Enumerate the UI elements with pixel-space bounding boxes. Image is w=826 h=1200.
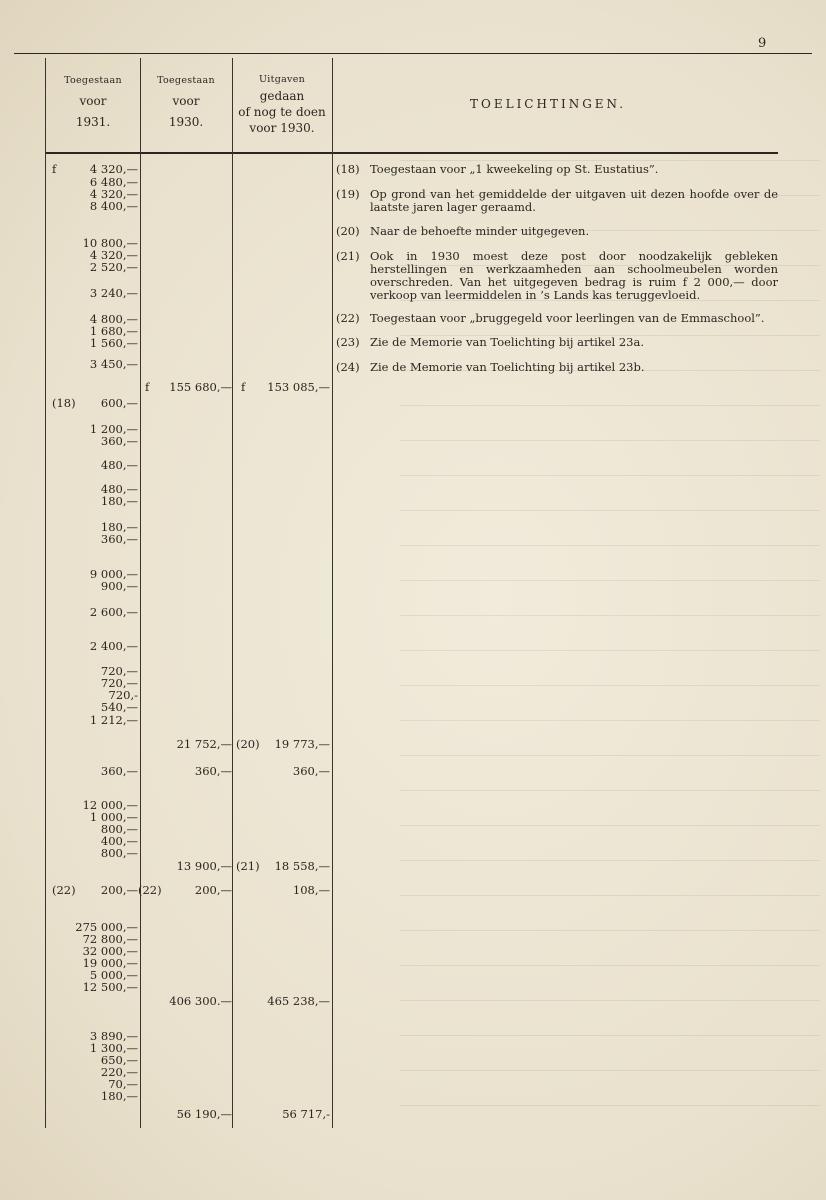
note-21 xyxy=(336,250,778,302)
page-number: 9 xyxy=(758,36,767,51)
amount: 12 500,— xyxy=(82,980,138,994)
amount: 3 450,— xyxy=(89,357,138,371)
amount: 900,— xyxy=(100,579,138,593)
amount-prefix: (22) xyxy=(52,883,76,897)
note-number: (18) xyxy=(336,162,360,176)
amount: 12 000,— xyxy=(82,798,138,812)
amount: 360,— xyxy=(292,764,330,778)
note-18 xyxy=(336,163,778,176)
amount: 5 000,— xyxy=(89,968,138,982)
header-col1-title: Toegestaan xyxy=(64,75,122,86)
amount: 2 400,— xyxy=(89,639,138,653)
amount: 800,— xyxy=(100,846,138,860)
amount: 540,— xyxy=(100,700,138,714)
note-23 xyxy=(336,336,778,349)
amount: 3 890,— xyxy=(89,1029,138,1043)
header-rule xyxy=(46,152,778,154)
amount: 70,— xyxy=(108,1077,138,1091)
note-text: Zie de Memorie van Toelichting bij artikel 23b. xyxy=(370,360,645,374)
amount-prefix: (21) xyxy=(236,859,260,873)
amount-prefix: f xyxy=(241,380,246,394)
amount: 360,— xyxy=(100,434,138,448)
amount: 220,— xyxy=(100,1065,138,1079)
amount: 4 320,— xyxy=(89,248,138,262)
amount: 360,— xyxy=(100,764,138,778)
amount: 2 600,— xyxy=(89,605,138,619)
bleed-through xyxy=(400,160,820,1140)
amount: 6 480,— xyxy=(89,175,138,189)
header-col1 xyxy=(48,70,138,133)
header-col3-line2: gedaan xyxy=(259,89,305,103)
amount: 3 240,— xyxy=(89,286,138,300)
header-col3 xyxy=(234,72,330,136)
amount-prefix: f xyxy=(145,380,150,394)
amount: 180,— xyxy=(100,494,138,508)
amount: 480,— xyxy=(100,458,138,472)
amount: 10 800,— xyxy=(82,236,138,250)
amount-prefix: f xyxy=(52,162,57,176)
header-col2-line2: voor xyxy=(172,94,200,108)
note-text: Zie de Memorie van Toelichting bij artikel 23a. xyxy=(370,335,645,349)
amount: 180,— xyxy=(100,1089,138,1103)
amount: 480,— xyxy=(100,482,138,496)
amount: 21 752,— xyxy=(176,737,232,751)
amount: 13 900,— xyxy=(176,859,232,873)
note-number: (21) xyxy=(336,249,360,263)
amount: 200,— xyxy=(194,883,232,897)
amount-prefix: (18) xyxy=(52,396,76,410)
col-rule-1 xyxy=(140,58,141,1128)
amount: 56 717,- xyxy=(282,1107,330,1121)
note-text: Toegestaan voor „1 kweekeling op St. Eustatius”. xyxy=(370,162,659,176)
col-rule-left xyxy=(45,58,46,1128)
header-col2 xyxy=(142,70,230,133)
amount-prefix: (22) xyxy=(138,883,162,897)
note-text: Ook in 1930 moest deze post door noodzakelijk gebleken herstellingen en werkzaamheden aan schoolmeubelen worden overschreden. Van het uitgegeven bedrag is ruim f 2 000,— door verkoop van leermiddelen in ’s Lands kas teruggevloeid. xyxy=(370,249,778,302)
amount: 400,— xyxy=(100,834,138,848)
top-rule xyxy=(14,53,812,54)
note-20 xyxy=(336,225,778,238)
amount: 4 320,— xyxy=(89,187,138,201)
amount: 19 000,— xyxy=(82,956,138,970)
note-text: Naar de behoefte minder uitgegeven. xyxy=(370,224,590,238)
header-col3-title: Uitgaven xyxy=(258,74,306,85)
header-col2-title: Toegestaan xyxy=(157,75,215,86)
note-22 xyxy=(336,312,778,325)
amount: 153 085,— xyxy=(267,380,330,394)
amount: 1 212,— xyxy=(89,713,138,727)
amount: 9 000,— xyxy=(89,567,138,581)
amount: 720,— xyxy=(100,664,138,678)
note-number: (22) xyxy=(336,311,360,325)
note-24 xyxy=(336,361,778,374)
amount: 4 320,— xyxy=(89,162,138,176)
amount: 19 773,— xyxy=(274,737,330,751)
note-number: (24) xyxy=(336,360,360,374)
col-rule-3 xyxy=(332,58,333,1128)
amount: 275 000,— xyxy=(75,920,138,934)
amount: 18 558,— xyxy=(274,859,330,873)
header-col3-line4: voor 1930. xyxy=(249,121,315,135)
amount-prefix: (20) xyxy=(236,737,260,751)
amount: 1 200,— xyxy=(89,422,138,436)
note-text: Toegestaan voor „bruggegeld voor leerlingen van de Emmaschool”. xyxy=(370,311,765,325)
amount: 155 680,— xyxy=(169,380,232,394)
amount: 360,— xyxy=(100,532,138,546)
amount: 72 800,— xyxy=(82,932,138,946)
amount: 600,— xyxy=(100,396,138,410)
header-col2-line3: 1930. xyxy=(168,115,204,129)
amount: 200,— xyxy=(100,883,138,897)
amount: 800,— xyxy=(100,822,138,836)
amount: 720,— xyxy=(100,676,138,690)
amount: 406 300.— xyxy=(169,994,232,1008)
amount: 56 190,— xyxy=(176,1107,232,1121)
header-col1-line3: 1931. xyxy=(75,115,111,129)
amount: 650,— xyxy=(100,1053,138,1067)
col-rule-2 xyxy=(232,58,233,1128)
amount: 8 400,— xyxy=(89,199,138,213)
amount: 1 560,— xyxy=(89,336,138,350)
amount: 2 520,— xyxy=(89,260,138,274)
amount: 1 680,— xyxy=(89,324,138,338)
header-col4-title: TOELICHTINGEN. xyxy=(470,97,627,111)
amount: 1 000,— xyxy=(89,810,138,824)
header-col3-line3: of nog te doen xyxy=(238,105,326,119)
amount: 4 800,— xyxy=(89,312,138,326)
amount: 32 000,— xyxy=(82,944,138,958)
note-number: (23) xyxy=(336,335,360,349)
amount: 465 238,— xyxy=(267,994,330,1008)
header-col1-line2: voor xyxy=(79,94,107,108)
amount: 360,— xyxy=(194,764,232,778)
amount: 180,— xyxy=(100,520,138,534)
note-number: (19) xyxy=(336,187,360,201)
amount: 1 300,— xyxy=(89,1041,138,1055)
amount: 720,- xyxy=(108,688,138,702)
note-number: (20) xyxy=(336,224,360,238)
amount: 108,— xyxy=(292,883,330,897)
note-text: Op grond van het gemiddelde der uitgaven uit dezen hoofde over de laatste jaren lager geraamd. xyxy=(370,187,778,214)
note-19 xyxy=(336,188,778,214)
